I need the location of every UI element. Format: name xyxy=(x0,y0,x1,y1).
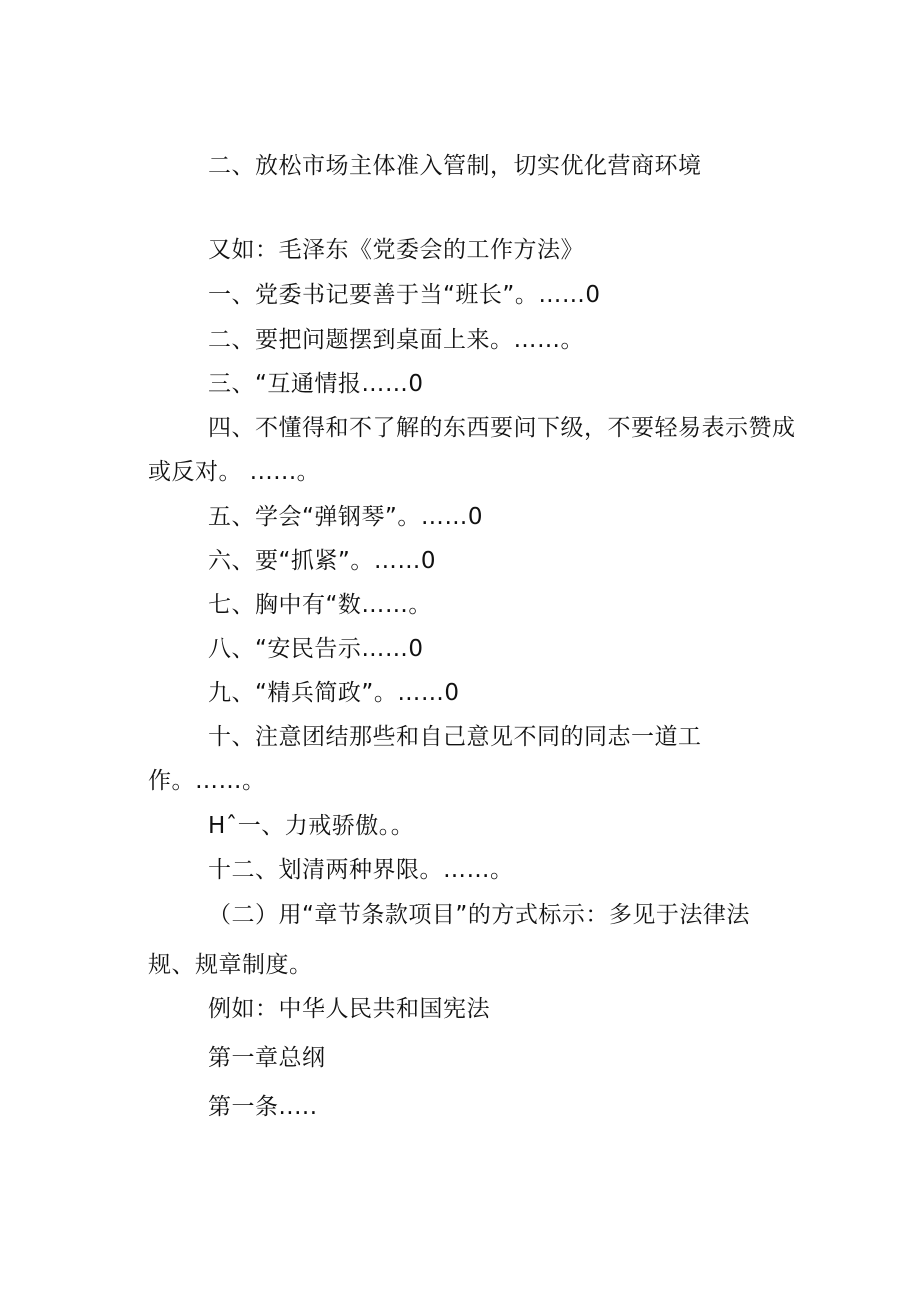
heading-market-access: 二、放松市场主体准入管制，切实优化营商环境 xyxy=(208,153,702,179)
example-constitution: 例如：中华人民共和国宪法 xyxy=(208,996,490,1022)
list-item: 九、“精兵简政”。……0 xyxy=(208,680,460,706)
list-item: Hˆ一、力戒骄傲。。 xyxy=(208,813,415,839)
list-item: 八、“安民告示……0 xyxy=(208,636,424,662)
list-item: 二、要把问题摆到桌面上来。……。 xyxy=(208,327,584,353)
list-item: 十、注意团结那些和自己意见不同的同志一道工 xyxy=(208,724,702,750)
chapter-title: 第一章总纲 xyxy=(208,1045,326,1071)
list-item-continuation: 作。……。 xyxy=(148,768,266,794)
list-item: 四、不懂得和不了解的东西要问下级，不要轻易表示赞成 xyxy=(208,415,796,441)
article-title: 第一条..... xyxy=(208,1094,318,1120)
example-intro: 又如：毛泽东《党委会的工作方法》 xyxy=(208,237,584,263)
list-item: 七、胸中有“数……。 xyxy=(208,592,432,618)
list-item: 三、“互通情报……0 xyxy=(208,371,424,397)
list-item: 一、党委书记要善于当“班长”。……0 xyxy=(208,282,601,308)
section-paragraph-continuation: 规、规章制度。 xyxy=(148,952,313,978)
list-item-continuation: 或反对。 ......。 xyxy=(148,459,321,485)
section-paragraph: （二）用“章节条款项目”的方式标示：多见于法律法 xyxy=(208,902,750,928)
list-item: 六、要“抓紧”。……0 xyxy=(208,548,436,574)
list-item: 五、学会“弹钢琴”。……0 xyxy=(208,504,483,530)
list-item: 十二、划清两种界限。……。 xyxy=(208,857,514,883)
